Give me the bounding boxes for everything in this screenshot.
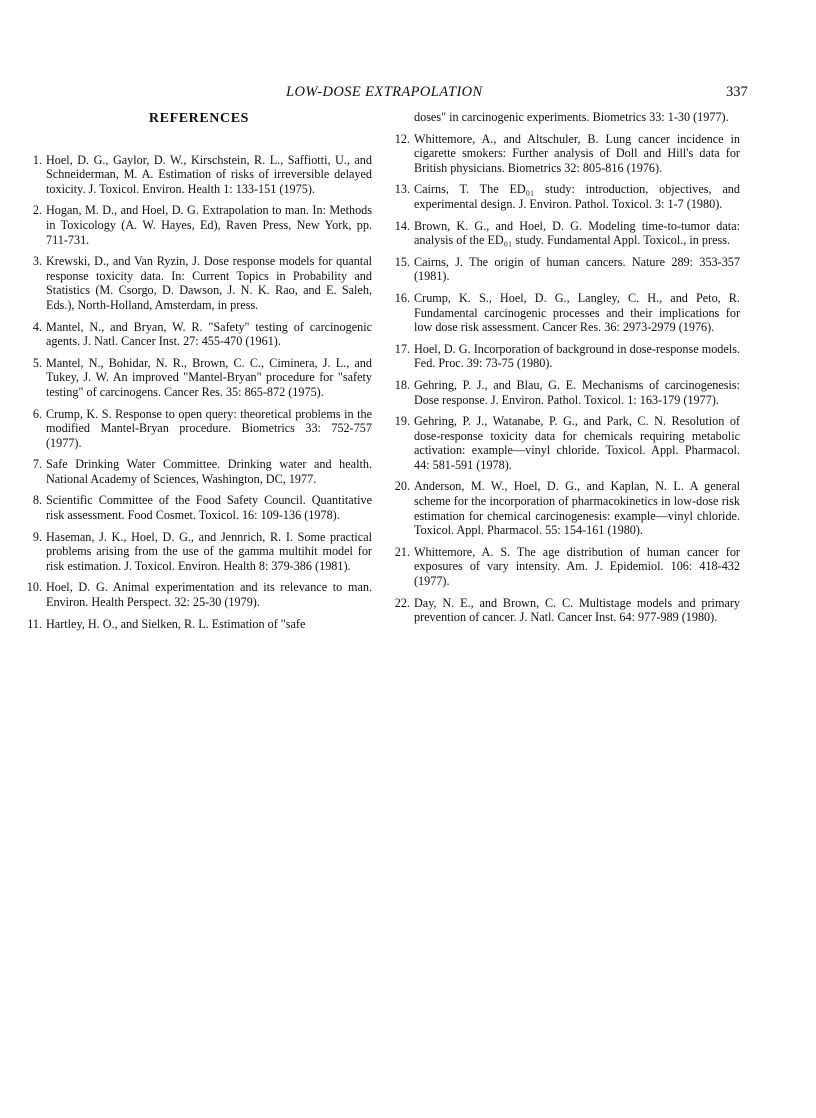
reference-item [394, 219, 740, 248]
reference-number: 10 . [26, 580, 42, 595]
reference-item [394, 545, 740, 589]
reference-number: 5 . [26, 356, 42, 371]
reference-text: Gehring, P. J., and Blau, G. E. Mechanisms of carcinogenesis: Dose response. J. Environ. Pathol. Toxicol. 1: 163-179 (1977). [414, 377, 740, 407]
reference-text: Whittemore, A., and Altschuler, B. Lung cancer incidence in cigarette smokers: Further analysis of Doll and Hill's data for British physicians. Biometrics 32: 805-816 (1976). [414, 131, 740, 175]
reference-item [26, 153, 372, 197]
reference-item [26, 254, 372, 312]
reference-item [394, 291, 740, 335]
reference-item [394, 255, 740, 284]
reference-text: Crump, K. S. Response to open query: theoretical problems in the modified Mantel-Bryan procedure. Biometrics 33: 752-757 (1977). [46, 406, 372, 450]
reference-text: Hartley, H. O., and Sielken, R. L. Estimation of "safe [46, 616, 306, 631]
reference-number: 3 . [26, 254, 42, 269]
reference-item [394, 479, 740, 537]
reference-item [394, 378, 740, 407]
reference-item [26, 493, 372, 522]
reference-item [26, 457, 372, 486]
page-number: 337 [726, 84, 748, 100]
reference-number: 8 . [26, 493, 42, 508]
reference-text: Safe Drinking Water Committee. Drinking water and health. National Academy of Sciences, Washington, DC, 1977. [46, 457, 372, 486]
reference-item [26, 407, 372, 451]
reference-number: 9 . [26, 530, 42, 545]
reference-list-left [26, 153, 372, 632]
reference-item [394, 596, 740, 625]
reference-item [26, 203, 372, 247]
reference-continuation: doses" in carcinogenic experiments. Biometrics 33: 1-30 (1977). [414, 110, 729, 124]
reference-number: 12 . [394, 132, 410, 147]
reference-text: Hogan, M. D., and Hoel, D. G. Extrapolation to man. In: Methods in Toxicology (A. W. Hayes, Ed), Raven Press, New York, pp. 711-731. [46, 203, 372, 247]
reference-item [26, 356, 372, 400]
reference-number: 16 . [394, 291, 410, 306]
reference-item [26, 580, 372, 609]
left-column [26, 110, 372, 638]
reference-item [394, 414, 740, 472]
reference-item [26, 617, 372, 632]
reference-number: 18 . [394, 378, 410, 393]
reference-item [26, 530, 372, 574]
reference-text: Mantel, N., Bohidar, N. R., Brown, C. C., Ciminera, J. L., and Tukey, J. W. An improved "Mantel-Bryan" procedure for "safety testing" of carcinogens. Cancer Res. 35: 865-872 (1975). [46, 355, 372, 399]
reference-number: 13 . [394, 182, 410, 197]
reference-number: 20 . [394, 479, 410, 494]
reference-text: Day, N. E., and Brown, C. C. Multistage models and primary prevention of cancer. J. Natl. Cancer Inst. 64: 977-989 (1980). [414, 595, 740, 625]
reference-number: 19 . [394, 414, 410, 429]
reference-text: Cairns, J. The origin of human cancers. Nature 289: 353-357 (1981). [414, 254, 740, 284]
reference-text: Whittemore, A. S. The age distribution of human cancer for exposures of vary intensity. Am. J. Epidemiol. 106: 418-432 (1977). [414, 544, 740, 589]
reference-text: Mantel, N., and Bryan, W. R. "Safety" testing of carcinogenic agents. J. Natl. Cancer Inst. 27: 455-470 (1961). [46, 319, 372, 349]
reference-text: Hoel, D. G., Gaylor, D. W., Kirschstein, R. L., Saffiotti, U., and Schneiderman, M. A. Estimation of risks of irreversible delayed toxicity. J. Toxicol. Environ. Health 1: 133-151 (1975). [46, 152, 372, 196]
reference-text: Crump, K. S., Hoel, D. G., Langley, C. H., and Peto, R. Fundamental carcinogenic processes and their implications for low dose risk assessment. Cancer Res. 36: 2973-2979 (1976). [414, 290, 740, 335]
reference-text: Hoel, D. G. Animal experimentation and its relevance to man. Environ. Health Perspect. 32: 25-30 (1979). [46, 580, 372, 610]
reference-text: Haseman, J. K., Hoel, D. G., and Jennrich, R. I. Some practical problems arising from the use of the gamma multihit model for risk estimation. J. Toxicol. Environ. Health 8: 379-386 (1981). [46, 529, 372, 573]
reference-number: 15 . [394, 255, 410, 270]
running-header [0, 84, 816, 104]
reference-number: 21 . [394, 545, 410, 560]
reference-text: Scientific Committee of the Food Safety Council. Quantitative risk assessment. Food Cosmet. Toxicol. 16: 109-136 (1978). [46, 493, 372, 523]
reference-text: Anderson, M. W., Hoel, D. G., and Kaplan, N. L. A general scheme for the incorporation of pharmacokinetics in low-dose risk estimation for chemical carcinogenesis: example—vinyl chloride. Toxicol. Appl. Pharmacol. 55: 154-161 (1980). [414, 479, 740, 538]
reference-text: Gehring, P. J., Watanabe, P. G., and Park, C. N. Resolution of dose-response toxicity data for chemicals requiring metabolic activation: example—vinyl chloride. Toxicol. Appl. Pharmacol. 44: 581-591 (1978). [414, 414, 740, 472]
reference-list-right [394, 132, 740, 625]
reference-item [26, 320, 372, 349]
reference-number: 17 . [394, 342, 410, 357]
reference-text: Krewski, D., and Van Ryzin, J. Dose response models for quantal response toxicity data. In: Current Topics in Probability and Statistics (M. Csorgo, D. Dawson, J. N. K. Rao, and E. Saleh, Eds.), North-Holland, Amsterdam, in press. [46, 254, 372, 312]
reference-number: 11 . [26, 617, 42, 632]
reference-number: 6 . [26, 407, 42, 422]
reference-number: 1 . [26, 153, 42, 168]
reference-text: Hoel, D. G. Incorporation of background in dose-response models. Fed. Proc. 39: 73-75 (1980). [414, 341, 740, 371]
running-title: LOW-DOSE EXTRAPOLATION [286, 84, 483, 100]
reference-number: 4 . [26, 320, 42, 335]
reference-number: 2 . [26, 203, 42, 218]
reference-item [394, 342, 740, 371]
reference-text: Brown, K. G., and Hoel, D. G. Modeling time-to-tumor data: analysis of the ED₀₁ study. Fundamental Appl. Toxicol., in press. [414, 218, 740, 248]
reference-number: 7 . [26, 457, 42, 472]
reference-text: Cairns, T. The ED₀₁ study: introduction, objectives, and experimental design. J. Environ. Pathol. Toxicol. 3: 1-7 (1980). [414, 182, 740, 211]
reference-item [394, 132, 740, 176]
right-column [394, 110, 740, 632]
reference-number: 22 . [394, 596, 410, 611]
reference-number: 14 . [394, 219, 410, 234]
references-heading: REFERENCES [148, 111, 250, 126]
reference-item [394, 182, 740, 211]
